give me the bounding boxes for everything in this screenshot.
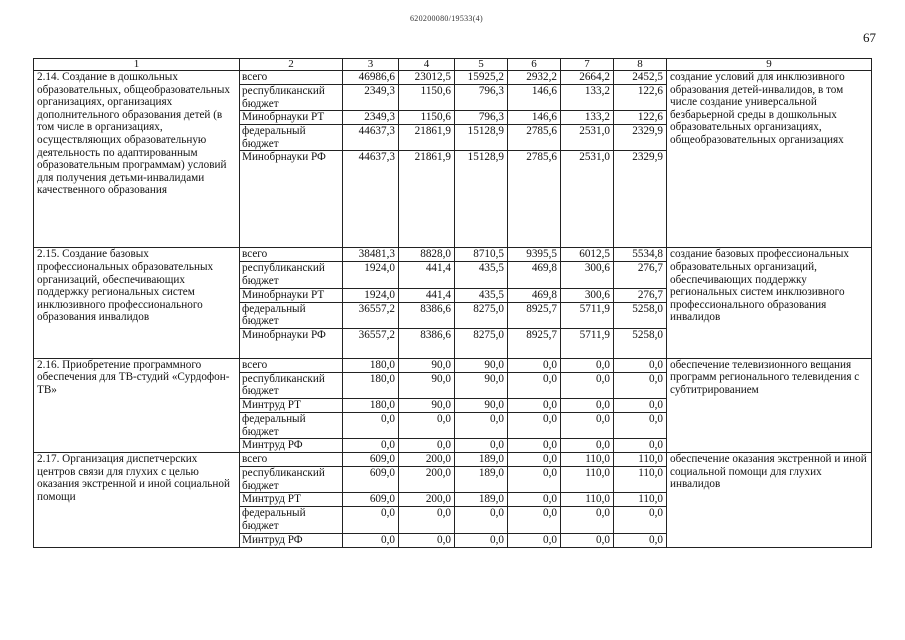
budget-table [33,58,872,548]
amount-cell: 0,0 [614,507,667,533]
amount-cell: 0,0 [399,439,455,453]
amount-cell: 796,3 [455,85,508,111]
amount-cell: 1150,6 [399,85,455,111]
amount-cell: 15128,9 [455,125,508,151]
amount-cell: 0,0 [561,372,614,398]
amount-cell: 0,0 [561,439,614,453]
column-header: 6 [508,59,561,71]
amount-cell: 9395,5 [508,248,561,262]
amount-cell: 0,0 [508,398,561,412]
column-number-row [34,59,872,71]
amount-cell: 200,0 [399,467,455,493]
amount-cell: 0,0 [561,398,614,412]
amount-cell: 0,0 [614,398,667,412]
column-header: 4 [399,59,455,71]
funding-source-label: федеральный бюджет [240,302,343,328]
amount-cell: 0,0 [614,358,667,372]
amount-cell: 8386,6 [399,328,455,358]
funding-source-label: Минобрнауки РТ [240,111,343,125]
funding-source-label: федеральный бюджет [240,412,343,438]
amount-cell: 276,7 [614,262,667,288]
amount-cell: 2349,3 [343,111,399,125]
amount-cell: 2785,6 [508,151,561,248]
funding-source-label: всего [240,453,343,467]
funding-source-label: республиканский бюджет [240,85,343,111]
amount-cell: 90,0 [399,398,455,412]
amount-cell: 0,0 [614,533,667,547]
amount-cell: 609,0 [343,467,399,493]
amount-cell: 23012,5 [399,71,455,85]
page-number: 67 [863,30,876,45]
document-stamp: 620200080/19533(4) [410,14,483,23]
funding-source-label: всего [240,71,343,85]
amount-cell: 21861,9 [399,125,455,151]
amount-cell: 90,0 [399,358,455,372]
funding-source-label: республиканский бюджет [240,262,343,288]
amount-cell: 0,0 [614,412,667,438]
amount-cell: 0,0 [614,372,667,398]
amount-cell: 21861,9 [399,151,455,248]
funding-source-label: Минтруд РТ [240,398,343,412]
amount-cell: 133,2 [561,85,614,111]
amount-cell: 122,6 [614,111,667,125]
amount-cell: 110,0 [561,493,614,507]
amount-cell: 0,0 [455,439,508,453]
amount-cell: 0,0 [561,412,614,438]
funding-source-label: республиканский бюджет [240,467,343,493]
amount-cell: 8275,0 [455,302,508,328]
amount-cell: 110,0 [614,493,667,507]
amount-cell: 2452,5 [614,71,667,85]
amount-cell: 0,0 [508,372,561,398]
amount-cell: 8386,6 [399,302,455,328]
amount-cell: 0,0 [614,439,667,453]
amount-cell: 146,6 [508,111,561,125]
amount-cell: 5258,0 [614,302,667,328]
amount-cell: 133,2 [561,111,614,125]
funding-source-label: республиканский бюджет [240,372,343,398]
amount-cell: 110,0 [561,453,614,467]
funding-source-label: всего [240,248,343,262]
amount-cell: 0,0 [343,439,399,453]
amount-cell: 441,4 [399,288,455,302]
amount-cell: 90,0 [455,358,508,372]
amount-cell: 2329,9 [614,151,667,248]
funding-source-label: федеральный бюджет [240,125,343,151]
amount-cell: 0,0 [455,412,508,438]
amount-cell: 8275,0 [455,328,508,358]
amount-cell: 15128,9 [455,151,508,248]
amount-cell: 0,0 [343,507,399,533]
amount-cell: 122,6 [614,85,667,111]
funding-source-label: Минтруд РФ [240,439,343,453]
amount-cell: 46986,6 [343,71,399,85]
amount-cell: 0,0 [343,412,399,438]
amount-cell: 2932,2 [508,71,561,85]
amount-cell: 435,5 [455,262,508,288]
amount-cell: 300,6 [561,262,614,288]
amount-cell: 2785,6 [508,125,561,151]
funding-source-label: Минтруд РТ [240,493,343,507]
amount-cell: 180,0 [343,398,399,412]
amount-cell: 146,6 [508,85,561,111]
table-row [34,71,872,85]
amount-cell: 0,0 [508,358,561,372]
amount-cell: 38481,3 [343,248,399,262]
expected-result: обеспечение оказания экстренной и иной социальной помощи для глухих инвалидов [667,453,872,547]
amount-cell: 0,0 [343,533,399,547]
amount-cell: 609,0 [343,493,399,507]
measure-title: 2.14. Создание в дошкольных образовательных, общеобразовательных организациях, организациях дополнительного образования детей (в том числе в организациях, осуществляющих образовательную деятельность по адаптированным образовательным программам) условий для получения детьми-инвалидами качественного образования [34,71,240,248]
amount-cell: 0,0 [508,412,561,438]
amount-cell: 90,0 [455,372,508,398]
amount-cell: 1924,0 [343,288,399,302]
amount-cell: 189,0 [455,467,508,493]
amount-cell: 276,7 [614,288,667,302]
table-row [34,358,872,372]
amount-cell: 0,0 [399,533,455,547]
amount-cell: 469,8 [508,262,561,288]
amount-cell: 0,0 [561,533,614,547]
measure-title: 2.15. Создание базовых профессиональных образовательных организаций, обеспечивающих поддержку региональных систем инклюзивного профессионального образования инвалидов [34,248,240,358]
measure-title: 2.16. Приобретение программного обеспечения для ТВ-студий «Сурдофон-ТВ» [34,358,240,452]
amount-cell: 435,5 [455,288,508,302]
amount-cell: 8710,5 [455,248,508,262]
amount-cell: 2329,9 [614,125,667,151]
amount-cell: 2531,0 [561,151,614,248]
amount-cell: 0,0 [508,507,561,533]
amount-cell: 0,0 [508,533,561,547]
column-header: 9 [667,59,872,71]
amount-cell: 36557,2 [343,302,399,328]
amount-cell: 2349,3 [343,85,399,111]
amount-cell: 0,0 [508,467,561,493]
amount-cell: 44637,3 [343,125,399,151]
amount-cell: 180,0 [343,372,399,398]
amount-cell: 300,6 [561,288,614,302]
column-header: 8 [614,59,667,71]
amount-cell: 796,3 [455,111,508,125]
funding-source-label: Минобрнауки РФ [240,151,343,248]
amount-cell: 0,0 [399,412,455,438]
column-header: 7 [561,59,614,71]
table-row [34,248,872,262]
column-header: 1 [34,59,240,71]
expected-result: обеспечение телевизионного вещания программ регионального телевидения с субтитрированием [667,358,872,452]
funding-source-label: Минобрнауки РТ [240,288,343,302]
amount-cell: 0,0 [399,507,455,533]
amount-cell: 5258,0 [614,328,667,358]
amount-cell: 189,0 [455,493,508,507]
amount-cell: 8828,0 [399,248,455,262]
expected-result: создание базовых профессиональных образовательных организаций, обеспечивающих поддержку региональных систем инклюзивного профессионального образования инвалидов [667,248,872,358]
amount-cell: 8925,7 [508,328,561,358]
column-header: 2 [240,59,343,71]
funding-source-label: федеральный бюджет [240,507,343,533]
amount-cell: 0,0 [508,493,561,507]
amount-cell: 1150,6 [399,111,455,125]
amount-cell: 1924,0 [343,262,399,288]
amount-cell: 609,0 [343,453,399,467]
amount-cell: 0,0 [561,507,614,533]
amount-cell: 8925,7 [508,302,561,328]
funding-source-label: Минтруд РФ [240,533,343,547]
amount-cell: 110,0 [614,453,667,467]
amount-cell: 189,0 [455,453,508,467]
table-row [34,453,872,467]
measure-title: 2.17. Организация диспетчерских центров связи для глухих с целью оказания экстренной и иной социальной помощи [34,453,240,547]
amount-cell: 0,0 [508,439,561,453]
funding-source-label: всего [240,358,343,372]
amount-cell: 469,8 [508,288,561,302]
amount-cell: 200,0 [399,493,455,507]
amount-cell: 0,0 [455,507,508,533]
amount-cell: 0,0 [508,453,561,467]
amount-cell: 5534,8 [614,248,667,262]
amount-cell: 200,0 [399,453,455,467]
amount-cell: 2664,2 [561,71,614,85]
amount-cell: 90,0 [455,398,508,412]
column-header: 3 [343,59,399,71]
amount-cell: 0,0 [561,358,614,372]
amount-cell: 110,0 [561,467,614,493]
amount-cell: 5711,9 [561,302,614,328]
amount-cell: 5711,9 [561,328,614,358]
amount-cell: 36557,2 [343,328,399,358]
amount-cell: 441,4 [399,262,455,288]
amount-cell: 2531,0 [561,125,614,151]
amount-cell: 90,0 [399,372,455,398]
amount-cell: 6012,5 [561,248,614,262]
column-header: 5 [455,59,508,71]
amount-cell: 0,0 [455,533,508,547]
funding-source-label: Минобрнауки РФ [240,328,343,358]
expected-result: создание условий для инклюзивного образования детей-инвалидов, в том числе создание универсальной безбарьерной среды в дошкольных образовательных организациях, общеобразовательных организациях [667,71,872,248]
amount-cell: 44637,3 [343,151,399,248]
amount-cell: 110,0 [614,467,667,493]
amount-cell: 15925,2 [455,71,508,85]
amount-cell: 180,0 [343,358,399,372]
